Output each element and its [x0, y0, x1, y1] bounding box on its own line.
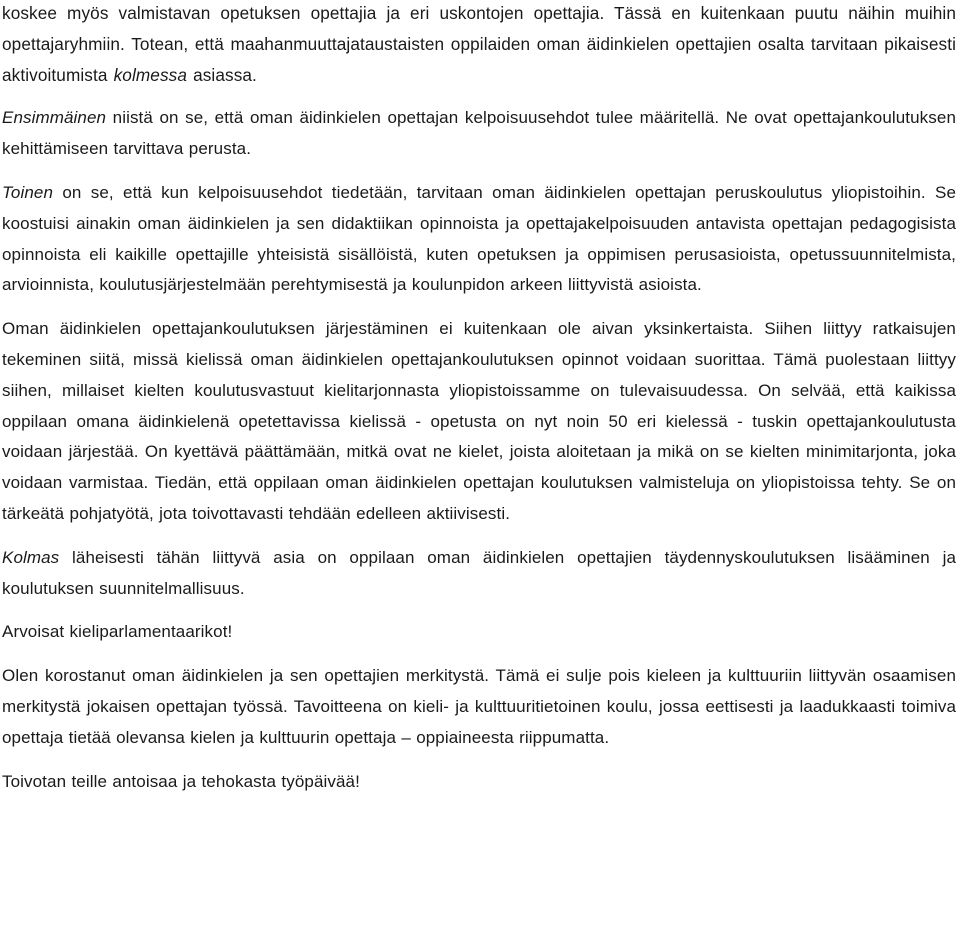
paragraph-address [2, 617, 956, 648]
text-run: koskee myös valmistavan opetuksen opettajia ja eri uskontojen opettajia. Tässä en kuitenkaan puutu näihin muihin opettajaryhmiin. Totean, että maahanmuuttajataustaisten oppilaiden oman äidinkielen opettajien osalta tarvitaan pikaisesti aktivoitumista [2, 3, 956, 85]
paragraph-emphasis [2, 661, 956, 753]
emphasis-run: Toinen [2, 182, 54, 202]
emphasis-run: kolmessa [113, 64, 187, 85]
paragraph-first-point [2, 103, 956, 165]
text-run: Arvoisat kieliparlamentaarikot! [2, 622, 233, 642]
text-run: Oman äidinkielen opettajankoulutuksen järjestäminen ei kuitenkaan ole aivan yksinkertaista. Siihen liittyy ratkaisujen tekeminen siitä, missä kielissä oman äidinkielen opettajankoulutuksen opinnot voidaan suorittaa. Tämä puolestaan liittyy siihen, millaiset kielten koulutusvastuut kielitarjonnasta yliopistoissamme on tulevaisuudessa. On selvää, että kaikissa oppilaan omana äidinkielenä opetettavissa kielissä - opetusta on nyt noin 50 eri kielessä - tuskin opettajankoulutusta voidaan järjestää. On kyettävä päättämään, mitkä ovat ne kielet, joista aloitetaan ja mikä on se kielten minimitarjonta, joka voidaan varmistaa. Tiedän, että oppilaan oman äidinkielen opettajan koulutuksen valmisteluja on yliopistoissa tehty. Se on tärkeätä pohjatyötä, jota toivottavasti tehdään edelleen aktiivisesti. [2, 319, 956, 523]
paragraph-intro [2, 0, 956, 90]
paragraph-third-point [2, 543, 956, 605]
paragraph-organization [2, 314, 956, 530]
emphasis-run: Kolmas [2, 547, 60, 567]
paragraph-closing [2, 767, 956, 798]
text-run: läheisesti tähän liittyvä asia on oppilaan oman äidinkielen opettajien täydennyskoulutuksen lisääminen ja koulutuksen suunnitelmallisuus. [2, 547, 956, 598]
text-run: asiassa. [187, 64, 257, 85]
emphasis-run: Ensimmäinen [2, 108, 107, 128]
text-run: niistä on se, että oman äidinkielen opettajan kelpoisuusehdot tulee määritellä. Ne ovat opettajankoulutuksen kehittämiseen tarvittava perusta. [2, 108, 956, 159]
text-run: Olen korostanut oman äidinkielen ja sen opettajien merkitystä. Tämä ei sulje pois kieleen ja kulttuuriin liittyvän osaamisen merkitystä jokaisen opettajan työssä. Tavoitteena on kieli- ja kulttuuritietoinen koulu, jossa eettisesti ja laadukkaasti toimiva opettaja tietää olevansa kielen ja kulttuurin opettaja – oppiaineesta riippumatta. [2, 666, 956, 747]
text-run: Toivotan teille antoisaa ja tehokasta työpäivää! [2, 771, 360, 791]
paragraph-second-point [2, 178, 956, 301]
text-run: on se, että kun kelpoisuusehdot tiedetään, tarvitaan oman äidinkielen opettajan peruskoulutus yliopistoihin. Se koostuisi ainakin oman äidinkielen ja sen didaktiikan opinnoista ja opettajakelpoisuuden antavista opettajan pedagogisista opinnoista eli kaikille opettajille yhteisistä sisällöistä, kuten opetuksen ja oppimisen perusasioista, opetussuunnitelmista, arvioinnista, koulutusjärjestelmään perehtymisestä ja koulunpidon arkeen liittyvistä asioista. [2, 182, 956, 295]
